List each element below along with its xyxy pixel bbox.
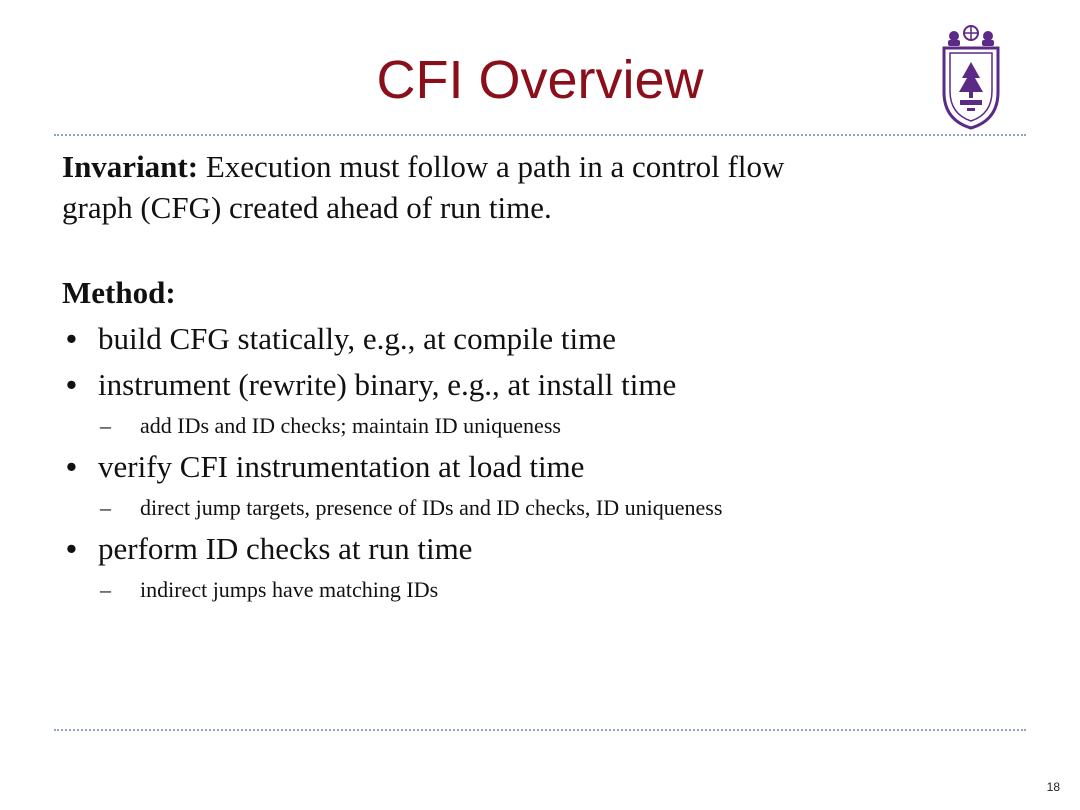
bullet-icon: • (66, 321, 77, 356)
bullet-text: build CFG statically, e.g., at compile time (98, 321, 617, 356)
bullet-icon: • (66, 367, 77, 402)
dash-icon: – (100, 413, 111, 438)
invariant-label: Invariant: (62, 149, 199, 184)
bottom-divider (54, 729, 1026, 731)
bullet-text: perform ID checks at run time (98, 531, 473, 566)
invariant-text-line2: graph (CFG) created ahead of run time. (62, 190, 552, 225)
dash-icon: – (100, 577, 111, 602)
list-item (62, 447, 1022, 487)
sub-list-item (62, 411, 1022, 441)
bullet-icon: • (66, 449, 77, 484)
bullet-icon: • (66, 531, 77, 566)
list-item (62, 529, 1022, 569)
sub-list-item (62, 493, 1022, 523)
sub-bullet-text: indirect jumps have matching IDs (140, 577, 439, 602)
method-label: Method: (62, 275, 176, 310)
sub-list-item (62, 575, 1022, 605)
university-crest-icon (940, 22, 1002, 130)
list-item (62, 365, 1022, 405)
sub-bullet-text: add IDs and ID checks; maintain ID uniqueness (140, 413, 561, 438)
slide-title: CFI Overview (376, 50, 704, 110)
bullet-text: verify CFI instrumentation at load time (98, 449, 585, 484)
slide-body (62, 146, 1022, 611)
dash-icon: – (100, 495, 111, 520)
page-number: 18 (1046, 780, 1060, 794)
list-item (62, 319, 1022, 359)
method-list (62, 319, 1022, 605)
sub-bullet-text: direct jump targets, presence of IDs and ID checks, ID uniqueness (140, 495, 723, 520)
invariant-text: Execution must follow a path in a control flow (205, 149, 785, 184)
bullet-text: instrument (rewrite) binary, e.g., at install time (98, 367, 677, 402)
invariant-paragraph (62, 146, 1022, 228)
top-divider (54, 134, 1026, 136)
